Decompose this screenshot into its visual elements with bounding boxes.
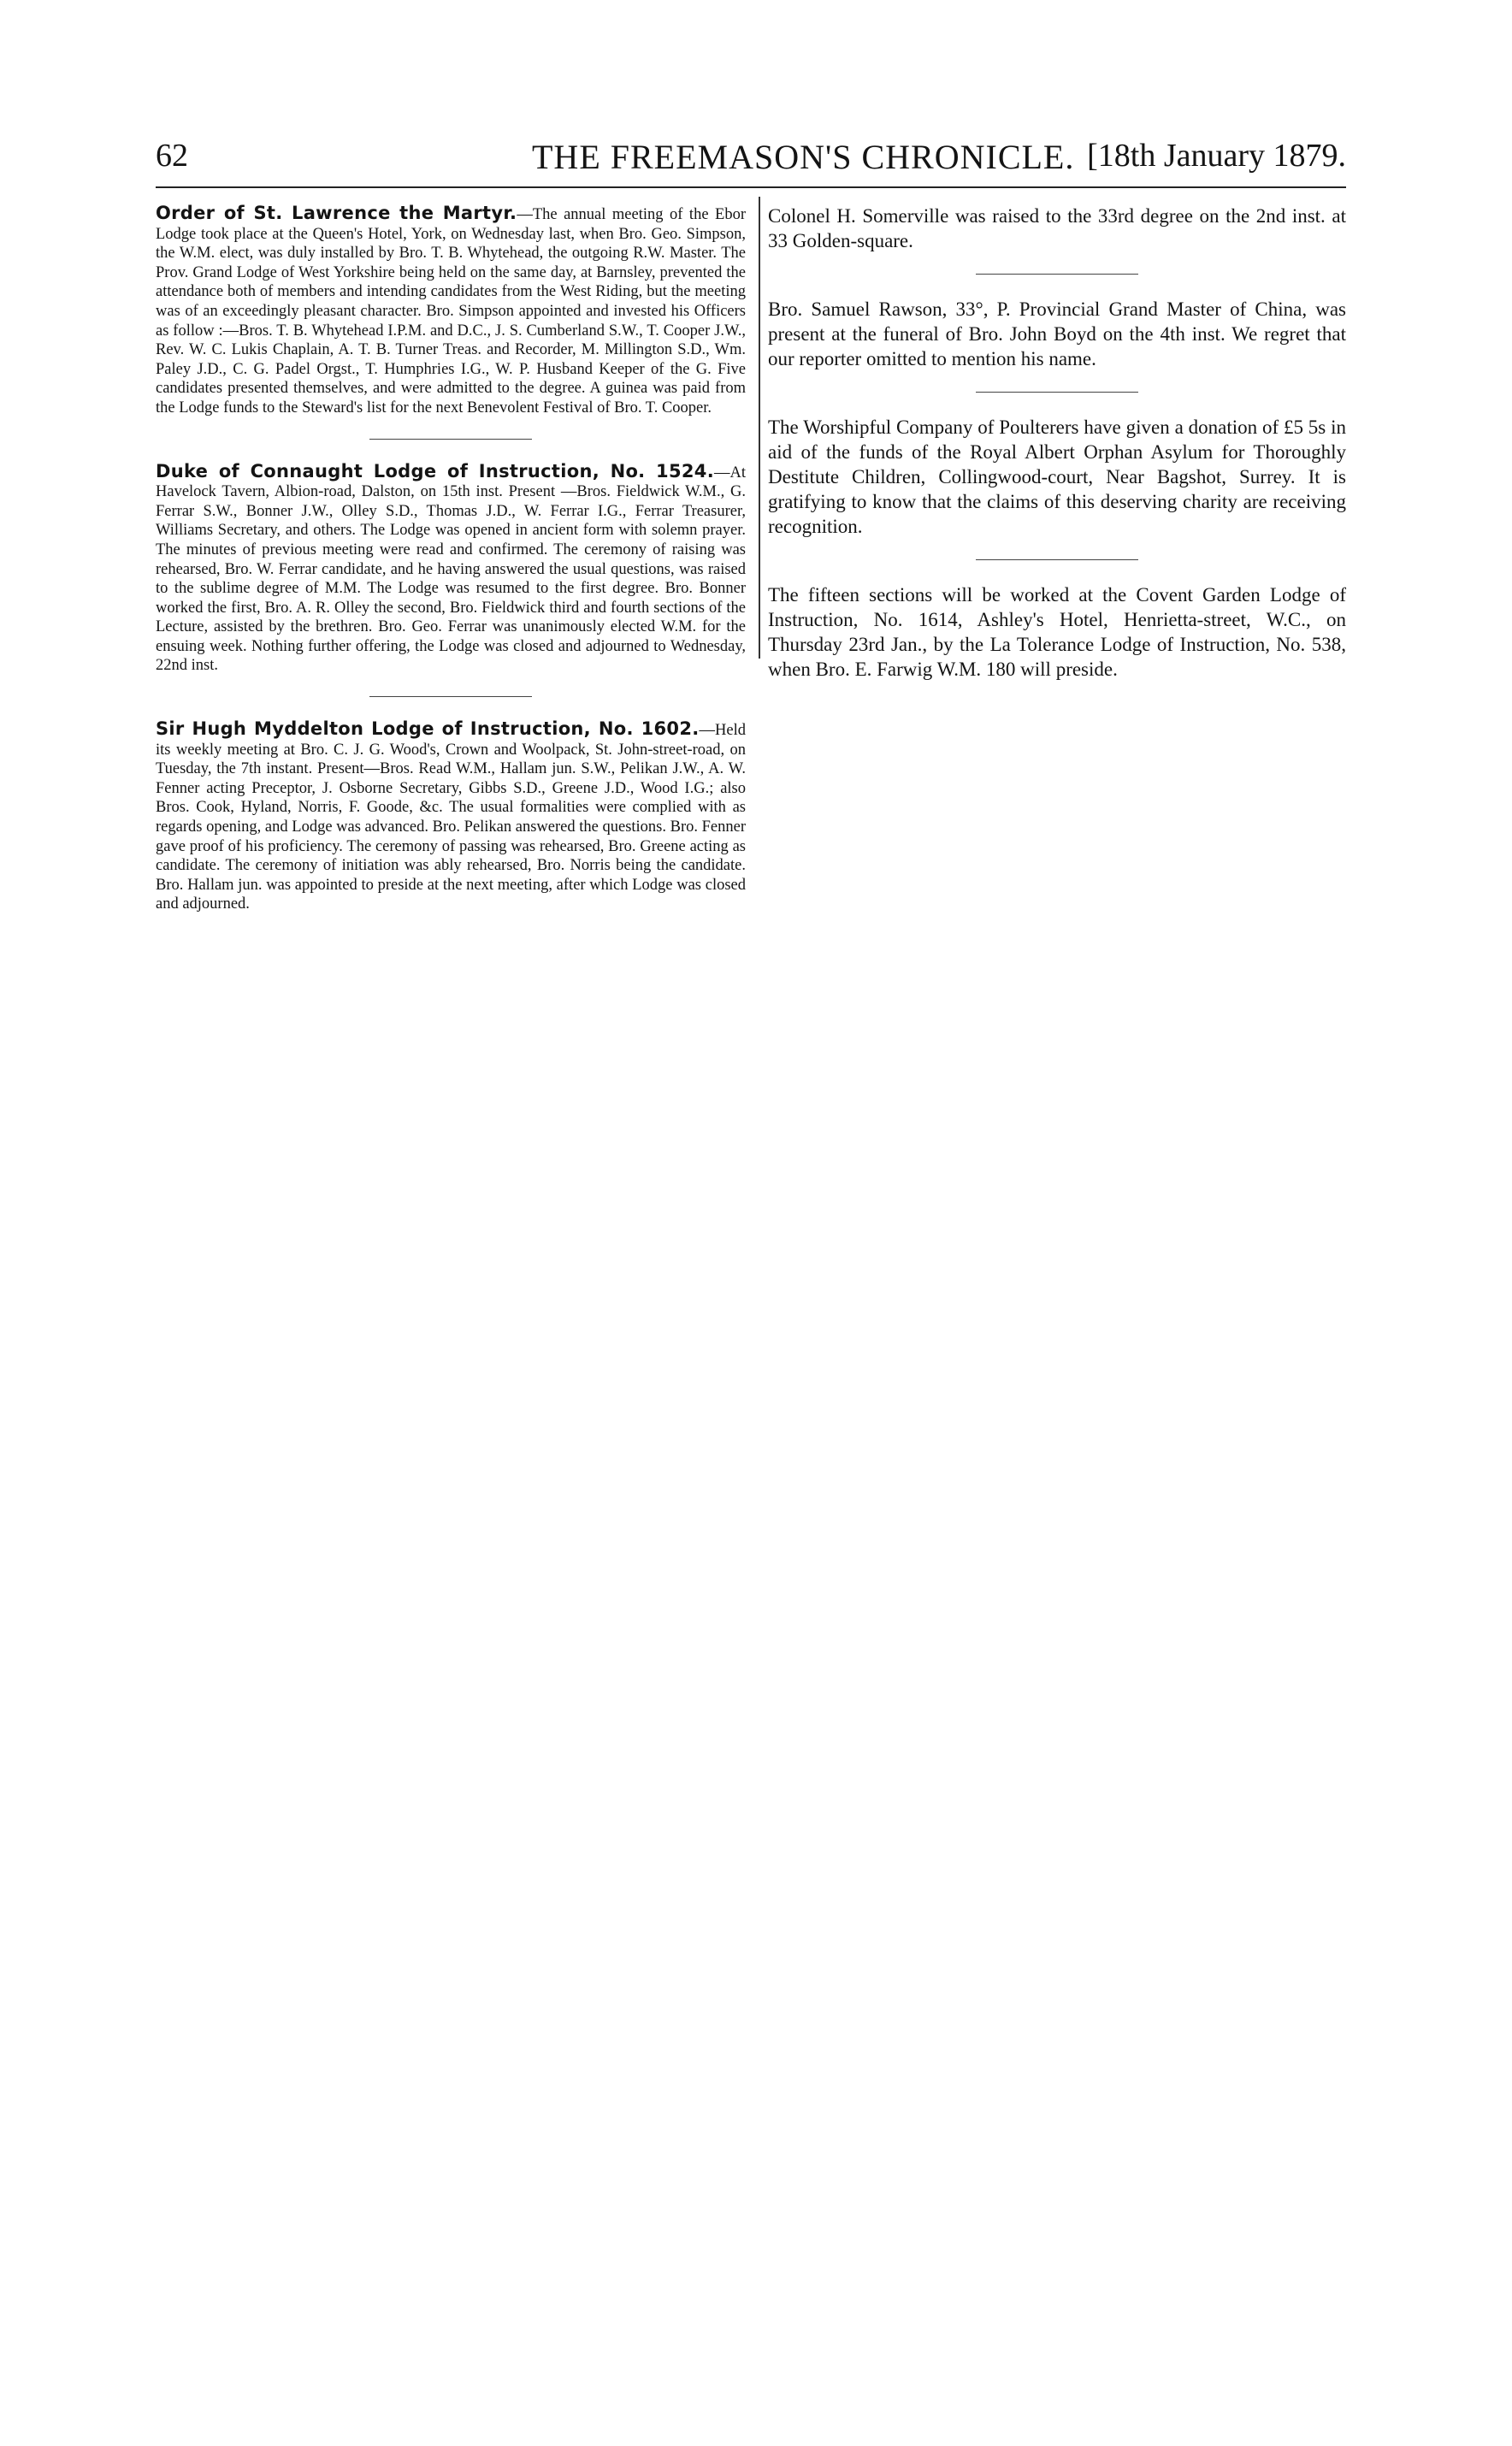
masthead-title: THE FREEMASON'S CHRONICLE. xyxy=(532,138,1075,176)
issue-date: [18th January 1879. xyxy=(1087,138,1346,174)
section-divider xyxy=(976,274,1138,275)
section-divider xyxy=(369,439,532,440)
notice-body: —At Havelock Tavern, Albion-road, Dalston, on 15th inst. Present —Bros. Fieldwick W.M., G. Ferrar S.W., Bonner J.W., Olley S.D., Thomas J.D., W. Ferrar I.G., Ferrar Treasurer, Williams Secretary, and others. The Lodge was opened in ancient form with solemn prayer. The minutes of previous meeting were read and confirmed. The ceremony of raising was rehearsed, Bro. W. Ferrar candidate, and he having answered the usual questions, was raised to the sublime degree of M.M. The Lodge was resumed to the first degree. Bro. Bonner worked the first, Bro. A. R. Olley the second, Bro. Fieldwick third and fourth sections of the Lecture, assisted by the brethren. Bro. Geo. Ferrar was unanimously elected W.M. for the ensuing week. Nothing further offering, the Lodge was closed and adjourned to Wednesday, 22nd inst. xyxy=(156,464,746,675)
notice-heading: Duke of Connaught Lodge of Instruction, No. 1524. xyxy=(156,460,714,482)
notice-heading: Sir Hugh Myddelton Lodge of Instruction, No. 1602. xyxy=(156,718,700,740)
column-rule xyxy=(759,197,760,659)
left-column xyxy=(156,204,746,914)
notice-body: —Held its weekly meeting at Bro. C. J. G. Wood's, Crown and Woolpack, St. John-street-road, on Tuesday, the 7th instant. Present—Bros. Read W.M., Hallam jun. S.W., Pelikan J.W., A. W. Fenner acting Preceptor, J. Osborne Secretary, Gibbs S.D., Greene J.D., Wood I.G.; also Bros. Cook, Hyland, Norris, F. Goode, &c. The usual formalities were complied with as regards opening, and Lodge was advanced. Bro. Pelikan answered the questions. Bro. Fenner gave proof of his proficiency. The ceremony of passing was rehearsed, Bro. Greene acting as candidate. The ceremony of initiation was ably rehearsed, Bro. Norris being the candidate. Bro. Hallam jun. was appointed to preside at the next meeting, after which Lodge was closed and adjourned. xyxy=(156,722,746,913)
page-header xyxy=(156,137,1346,185)
item-somerville: Colonel H. Somerville was raised to the 33rd degree on the 2nd inst. at 33 Golden-square. xyxy=(768,205,1346,251)
notice-st-lawrence xyxy=(156,204,746,418)
section-divider xyxy=(976,392,1138,393)
header-rule xyxy=(156,186,1346,188)
section-divider xyxy=(976,559,1138,560)
notice-body: —The annual meeting of the Ebor Lodge took place at the Queen's Hotel, York, on Wednesday last, when Bro. Geo. Simpson, the W.M. elect, was duly installed by Bro. T. B. Whytehead, the outgoing R.W. Master. The Prov. Grand Lodge of West Yorkshire being held on the same day, at Barnsley, prevented the attendance both of members and intending candidates from the West Riding, but the meeting was of an exceedingly pleasant character. Bro. Simpson appointed and invested his Officers as follow :—Bros. T. B. Whytehead I.P.M. and D.C., J. S. Cumberland S.W., T. Cooper J.W., Rev. W. C. Lukis Chaplain, A. T. B. Turner Treas. and Recorder, M. Millington S.D., Wm. Paley J.D., C. G. Padel Orgst., T. Humphries I.G., W. P. Husband Keeper of the G. Five candidates presented themselves, and were admitted to the degree. A guinea was paid from the Lodge funds to the Steward's list for the next Benevolent Festival of Bro. T. Cooper. xyxy=(156,206,746,417)
item-fifteen-sections: The fifteen sections will be worked at the Covent Garden Lodge of Instruction, No. 1614, Ashley's Hotel, Henrietta-street, W.C., on Thursday 23rd Jan., by the La Tolerance Lodge of Instruction, No. 538, when Bro. E. Farwig W.M. 180 will preside. xyxy=(768,584,1346,680)
notice-sir-hugh-myddelton xyxy=(156,719,746,914)
right-column xyxy=(768,204,1346,682)
page-number: 62 xyxy=(156,138,188,174)
item-rawson: Bro. Samuel Rawson, 33°, P. Provincial Grand Master of China, was present at the funeral of Bro. John Boyd on the 4th inst. We regret that our reporter omitted to mention his name. xyxy=(768,298,1346,369)
notice-duke-of-connaught xyxy=(156,462,746,676)
section-divider xyxy=(369,696,532,697)
notice-heading: Order of St. Lawrence the Martyr. xyxy=(156,203,517,223)
item-poulterers: The Worshipful Company of Poulterers have given a donation of £5 5s in aid of the funds of the Royal Albert Orphan Asylum for Thoroughly Destitute Children, Collingwood-court, Near Bagshot, Surrey. It is gratifying to know that the claims of this deserving charity are receiving recognition. xyxy=(768,417,1346,537)
